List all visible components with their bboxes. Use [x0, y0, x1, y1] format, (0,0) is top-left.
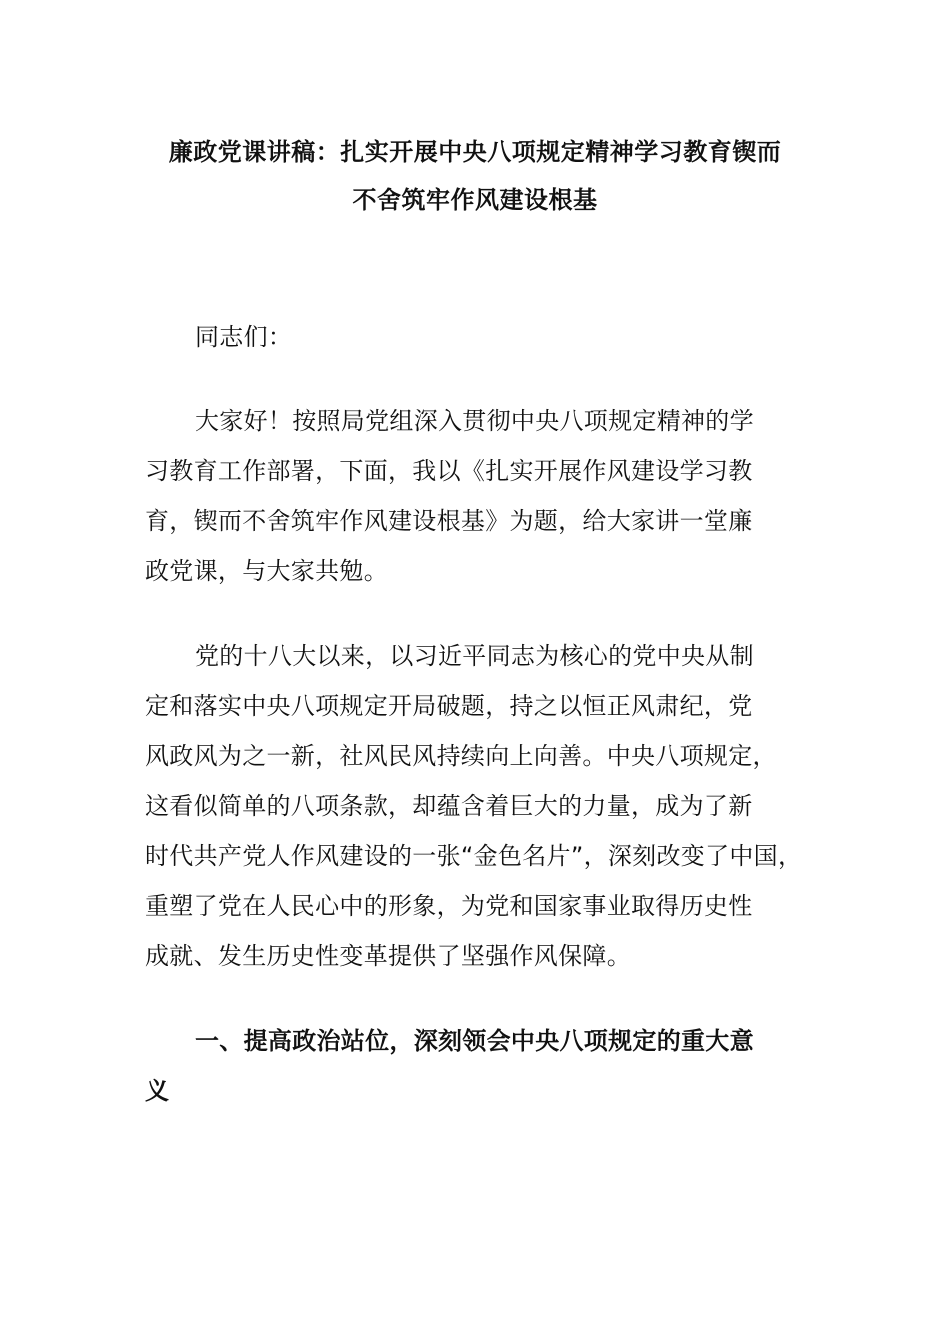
section-heading-line-1: 一、提高政治站位，深刻领会中央八项规定的重大意	[195, 1027, 754, 1055]
section-heading-line-2: 义	[145, 1077, 170, 1105]
paragraph-2-line-6: 重塑了党在人民心中的形象，为党和国家事业取得历史性	[145, 892, 753, 920]
document-title-line-2: 不舍筑牢作风建设根基	[352, 186, 598, 214]
paragraph-2-line-5: 时代共产党人作风建设的一张“金色名片”，深刻改变了中国，	[145, 842, 803, 870]
document-title-line-1: 廉政党课讲稿：扎实开展中央八项规定精神学习教育锲而	[168, 138, 782, 166]
paragraph-2-line-3: 风政风为之一新，社风民风持续向上向善。中央八项规定，	[145, 742, 777, 770]
paragraph-2-line-4: 这看似简单的八项条款，却蕴含着巨大的力量，成为了新	[145, 792, 753, 820]
paragraph-2-line-2: 定和落实中央八项规定开局破题，持之以恒正风肃纪，党	[145, 692, 753, 720]
paragraph-2-line-7: 成就、发生历史性变革提供了坚强作风保障。	[145, 942, 631, 970]
paragraph-1-line-2: 习教育工作部署，下面，我以《扎实开展作风建设学习教	[145, 457, 753, 485]
paragraph-1-line-3: 育，锲而不舍筑牢作风建设根基》为题，给大家讲一堂廉	[145, 507, 753, 535]
paragraph-1-line-4: 政党课，与大家共勉。	[145, 557, 388, 585]
paragraph-2-line-1: 党的十八大以来，以习近平同志为核心的党中央从制	[195, 642, 754, 670]
salutation: 同志们：	[195, 323, 293, 351]
paragraph-1-line-1: 大家好！按照局党组深入贯彻中央八项规定精神的学	[195, 407, 754, 435]
